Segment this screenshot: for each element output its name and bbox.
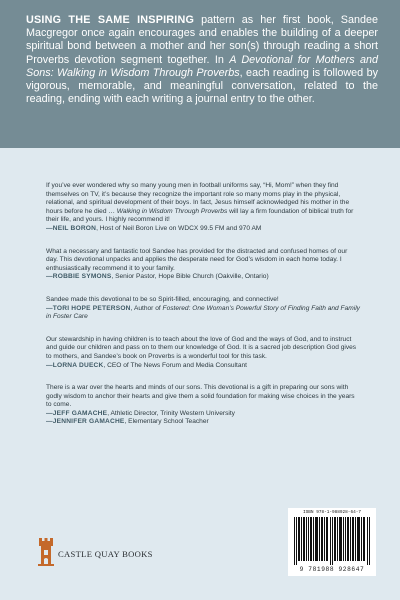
quote-text: Sandee made this devotional to be so Spirit-filled, encouraging, and connective! [46, 295, 279, 303]
barcode-bars-icon [294, 517, 370, 565]
endorser-detail: , CEO of The News Forum and Media Consultant [103, 361, 248, 369]
endorser-name: —TORI HOPE PETERSON [46, 304, 131, 312]
intro-book-title: A Devotional for Mothers and Sons: Walking in Wisdom Through Proverbs [26, 53, 378, 79]
endorser-name: —JEFF GAMACHE [46, 409, 108, 417]
endorsement-attribution [46, 410, 360, 419]
endorsement-attribution [46, 305, 360, 322]
publisher-logo [36, 538, 166, 566]
endorsement-neil-boron [46, 182, 360, 234]
endorsement-attribution [46, 362, 360, 371]
quote-text: will lay a firm foundation of biblical truth for their life, and yours. I highly recommend it! [46, 207, 354, 224]
castle-tower-icon [36, 538, 56, 566]
barcode-digits: 9 781988 928647 [299, 566, 365, 573]
endorser-detail: , Author of [130, 304, 163, 312]
endorsement-attribution [46, 418, 360, 427]
intro-panel [0, 0, 400, 148]
endorsement-quote [46, 182, 360, 225]
endorser-detail: , Elementary School Teacher [124, 418, 209, 426]
quote-text: What a necessary and fantastic tool Sandee has provided for the distracted and confused homes of our day. This devotional unpacks and applies the desperate need for God’s wisdom in each home today. I enthusiastically recommend it to your family. [46, 247, 348, 272]
quote-book-title: Walking in Wisdom Through Proverbs [116, 207, 228, 215]
quote-text: There is a war over the hearts and minds of our sons. This devotional is a gift in preparing our sons with godly wisdom to anchor their hearts and give them a solid foundation for making wise choices in the years to come. [46, 384, 355, 409]
endorser-book-title: Fostered: One Woman’s Powerful Story of Finding Faith and Family in Foster Care [46, 304, 360, 321]
endorsement-quote [46, 384, 360, 410]
intro-blurb [26, 14, 378, 106]
isbn-text: ISBN 978-1-988928-64-7 [303, 510, 361, 515]
endorsement-tori-hope-peterson [46, 296, 360, 322]
endorsement-quote [46, 248, 360, 274]
endorsement-lorna-dueck [46, 336, 360, 370]
endorser-name: —JENNIFER GAMACHE [46, 418, 125, 426]
intro-text-1: pattern as her first book, Sandee Macgregor once again encourages and enables the building of a deeper spiritual bond between a mother and her son(s) through reading a short Proverbs devotion segment together. In [26, 14, 378, 66]
quote-text: If you’ve ever wondered why so many young men in football uniforms say, “Hi, Mom!” when they find themselves on TV, it’s because they recognize the important role so many moms play in the physical, relational, and spiritual development of their boys. In fact, Jesus himself acknowledged his mother in the hours before he died … [46, 182, 350, 215]
endorsement-quote [46, 336, 360, 362]
intro-lead: USING THE SAME INSPIRING [26, 14, 195, 26]
endorsement-quote [46, 296, 360, 305]
endorser-detail: , Senior Pastor, Hope Bible Church (Oakville, Ontario) [111, 273, 269, 281]
endorsement-gamache [46, 384, 360, 427]
endorser-name: —ROBBIE SYMONS [46, 273, 112, 281]
intro-text-2: , each reading is followed by vigorous, memorable, and meaningful conversation, related to the reading, ending with each writing a journal entry to the other. [26, 66, 378, 106]
quote-text: Our stewardship in having children is to teach about the love of God and the ways of God, and to instruct and guide our children and pass on to them our knowledge of God. It is a sacred job description God gives to mothers, and Sandee’s book on Proverbs is a wonderful tool for this task. [46, 335, 357, 360]
endorser-name: —LORNA DUECK [46, 361, 104, 369]
publisher-name: CASTLE QUAY BOOKS [58, 549, 153, 559]
endorsement-robbie-symons [46, 248, 360, 282]
barcode [288, 508, 376, 576]
endorser-detail: , Athletic Director, Trinity Western University [107, 409, 235, 417]
endorsements [46, 182, 360, 441]
endorser-detail: , Host of Neil Boron Live on WDCX 99.5 FM and 970 AM [96, 224, 262, 232]
endorser-name: —NEIL BORON [46, 224, 97, 232]
endorsement-attribution [46, 225, 360, 234]
endorsement-attribution [46, 273, 360, 282]
